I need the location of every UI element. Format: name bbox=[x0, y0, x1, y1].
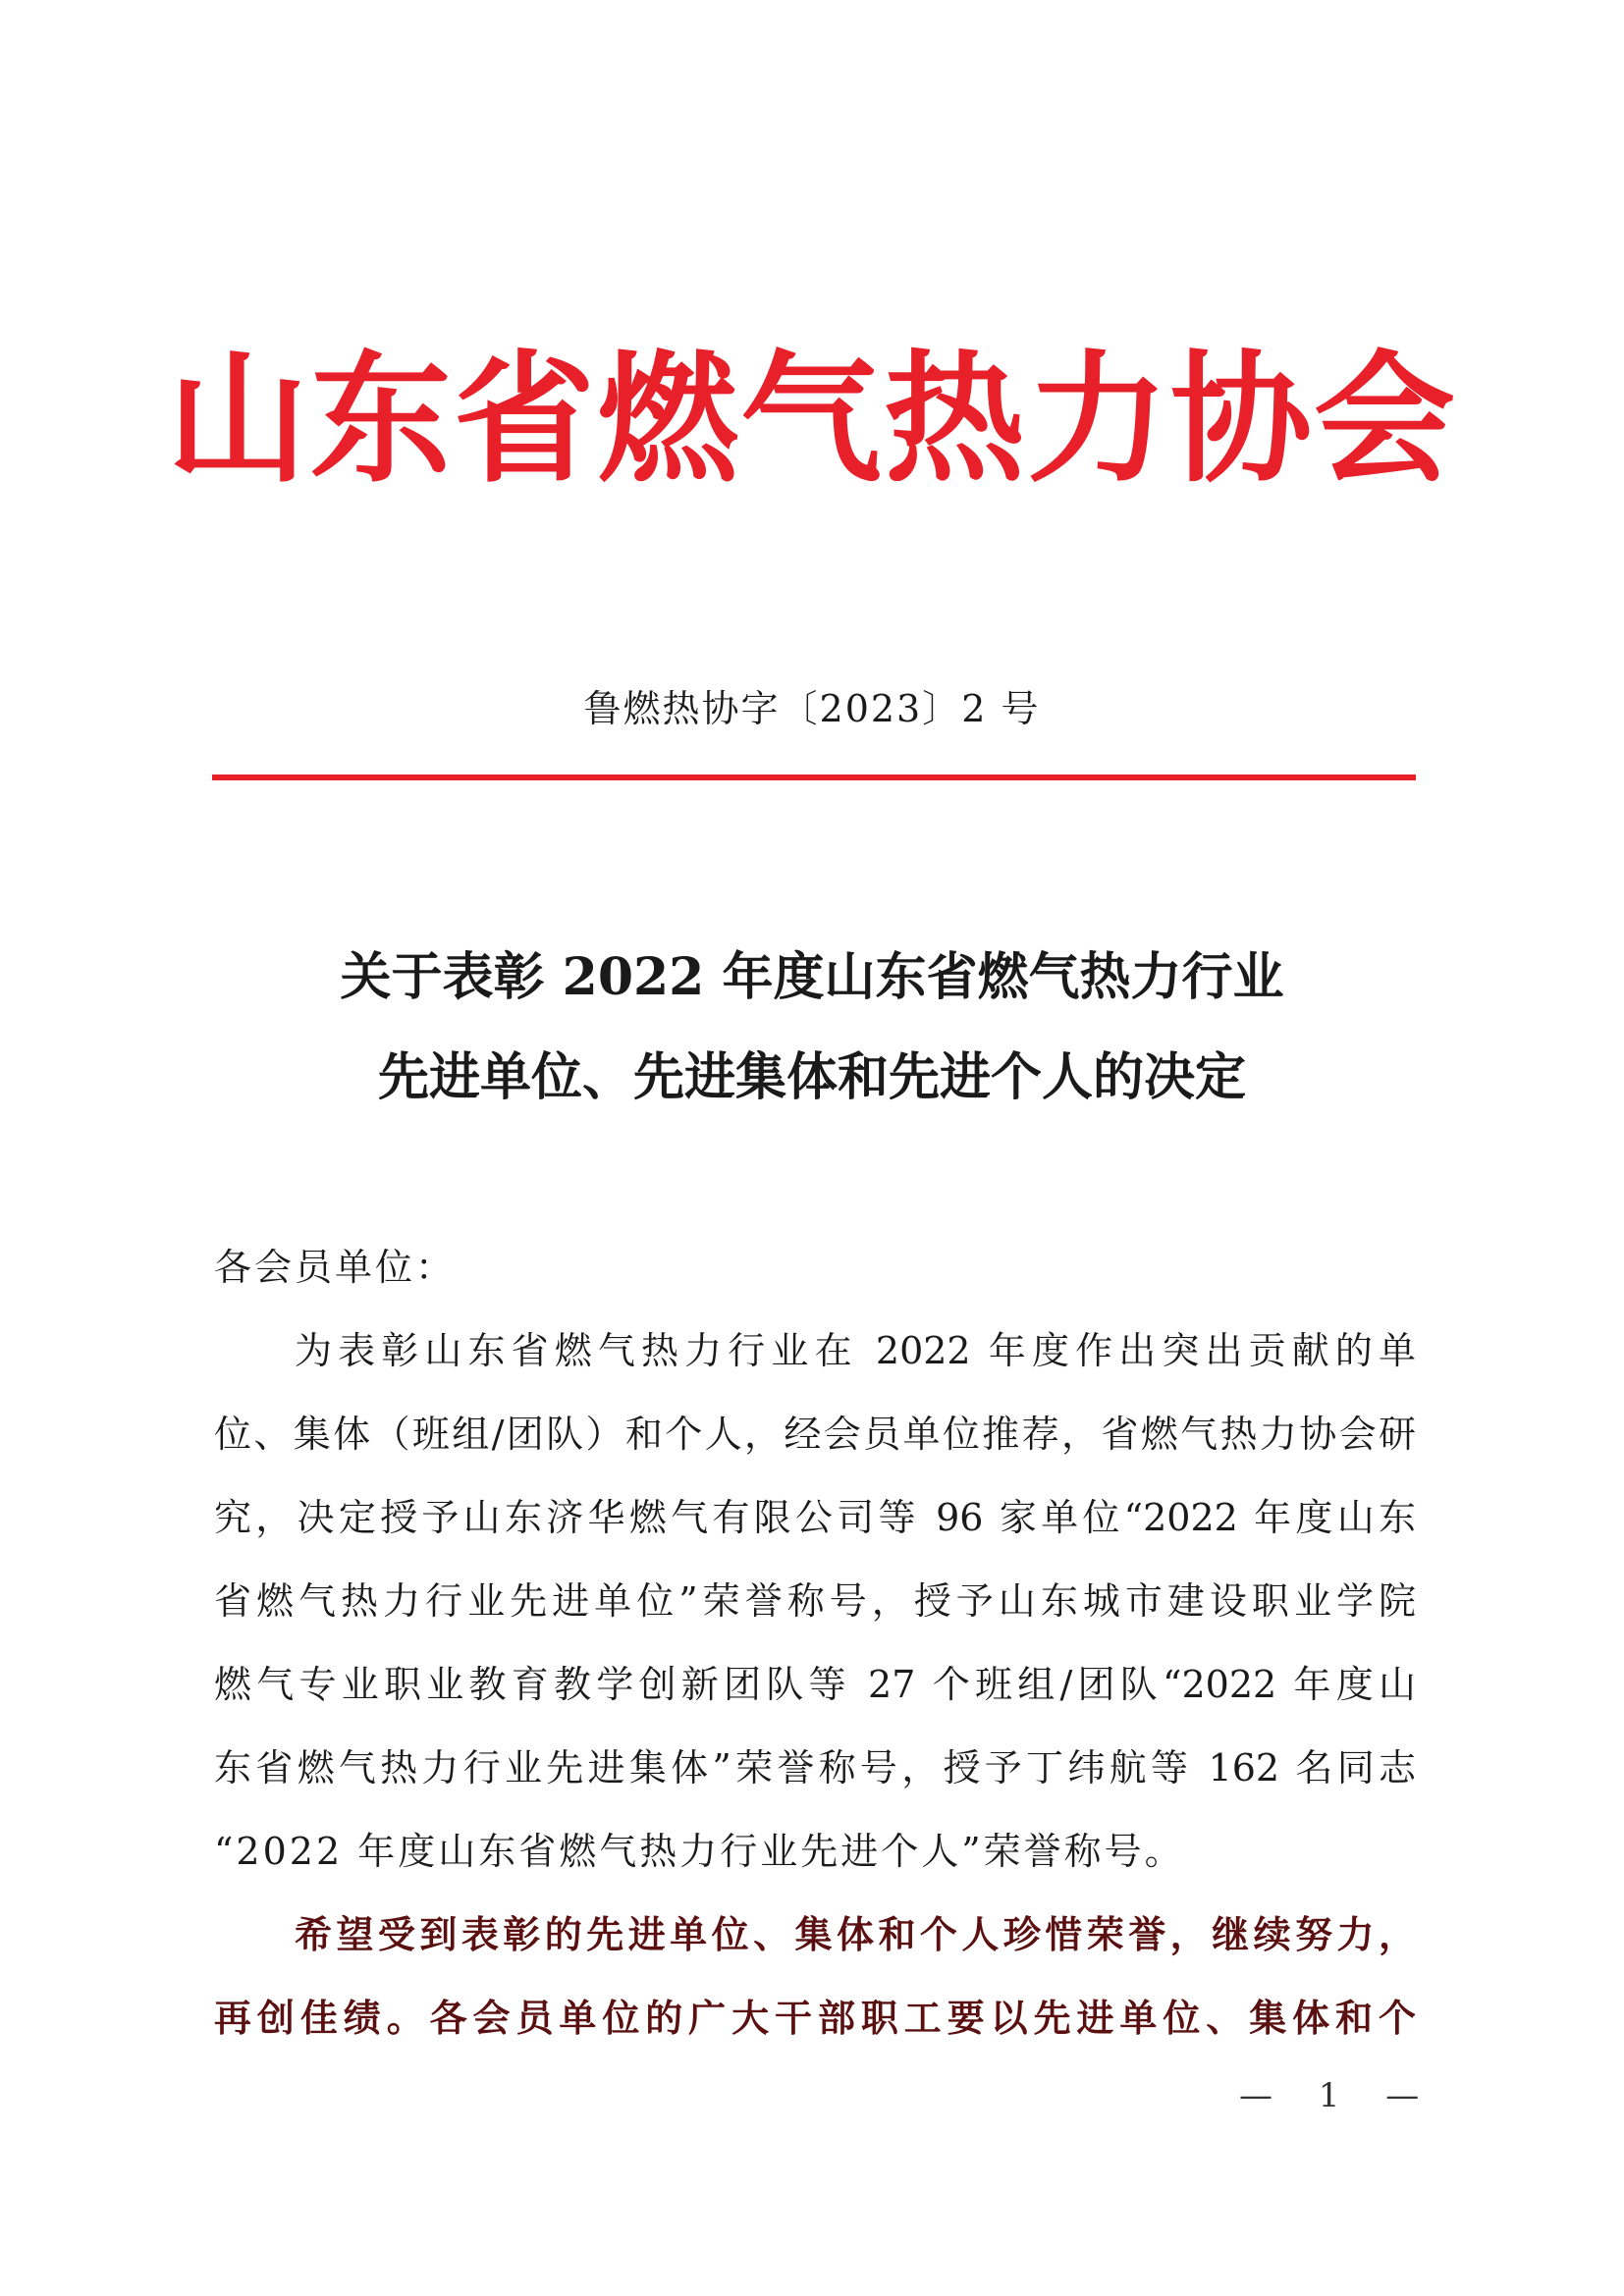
salutation: 各会员单位： bbox=[214, 1246, 457, 1289]
page-number: — 1 — bbox=[1239, 2076, 1437, 2115]
paragraph-2-line: 希望受到表彰的先进单位、集体和个人珍惜荣誉，继续努力， bbox=[295, 1912, 1416, 1956]
paragraph-2-line: 再创佳绩。各会员单位的广大干部职工要以先进单位、集体和个 bbox=[214, 1996, 1416, 2040]
paragraph-1-line: 省燃气热力行业先进单位”荣誉称号，授予山东城市建设职业学院 bbox=[214, 1579, 1416, 1623]
document-title-line-2: 先进单位、先进集体和先进个人的决定 bbox=[377, 1047, 1246, 1107]
paragraph-1-line: 究，决定授予山东济华燃气有限公司等 96 家单位“2022 年度山东 bbox=[214, 1496, 1416, 1539]
paragraph-1-line: 位、集体（班组/团队）和个人，经会员单位推荐，省燃气热力协会研 bbox=[214, 1413, 1416, 1456]
paragraph-1-line: 东省燃气热力行业先进集体”荣誉称号，授予丁纬航等 162 名同志 bbox=[214, 1746, 1416, 1789]
document-title-line-1: 关于表彰 2022 年度山东省燃气热力行业 bbox=[340, 947, 1284, 1007]
document-number: 鲁燃热协字〔2023〕2 号 bbox=[583, 687, 1041, 730]
paragraph-1-line: 燃气专业职业教育教学创新团队等 27 个班组/团队“2022 年度山 bbox=[214, 1663, 1416, 1706]
red-divider-line bbox=[212, 774, 1416, 780]
paragraph-1-line: “2022 年度山东省燃气热力行业先进个人”荣誉称号。 bbox=[214, 1830, 1185, 1873]
organization-header: 山东省燃气热力协会 bbox=[166, 337, 1457, 502]
paragraph-1-line: 为表彰山东省燃气热力行业在 2022 年度作出突出贡献的单 bbox=[295, 1329, 1416, 1372]
